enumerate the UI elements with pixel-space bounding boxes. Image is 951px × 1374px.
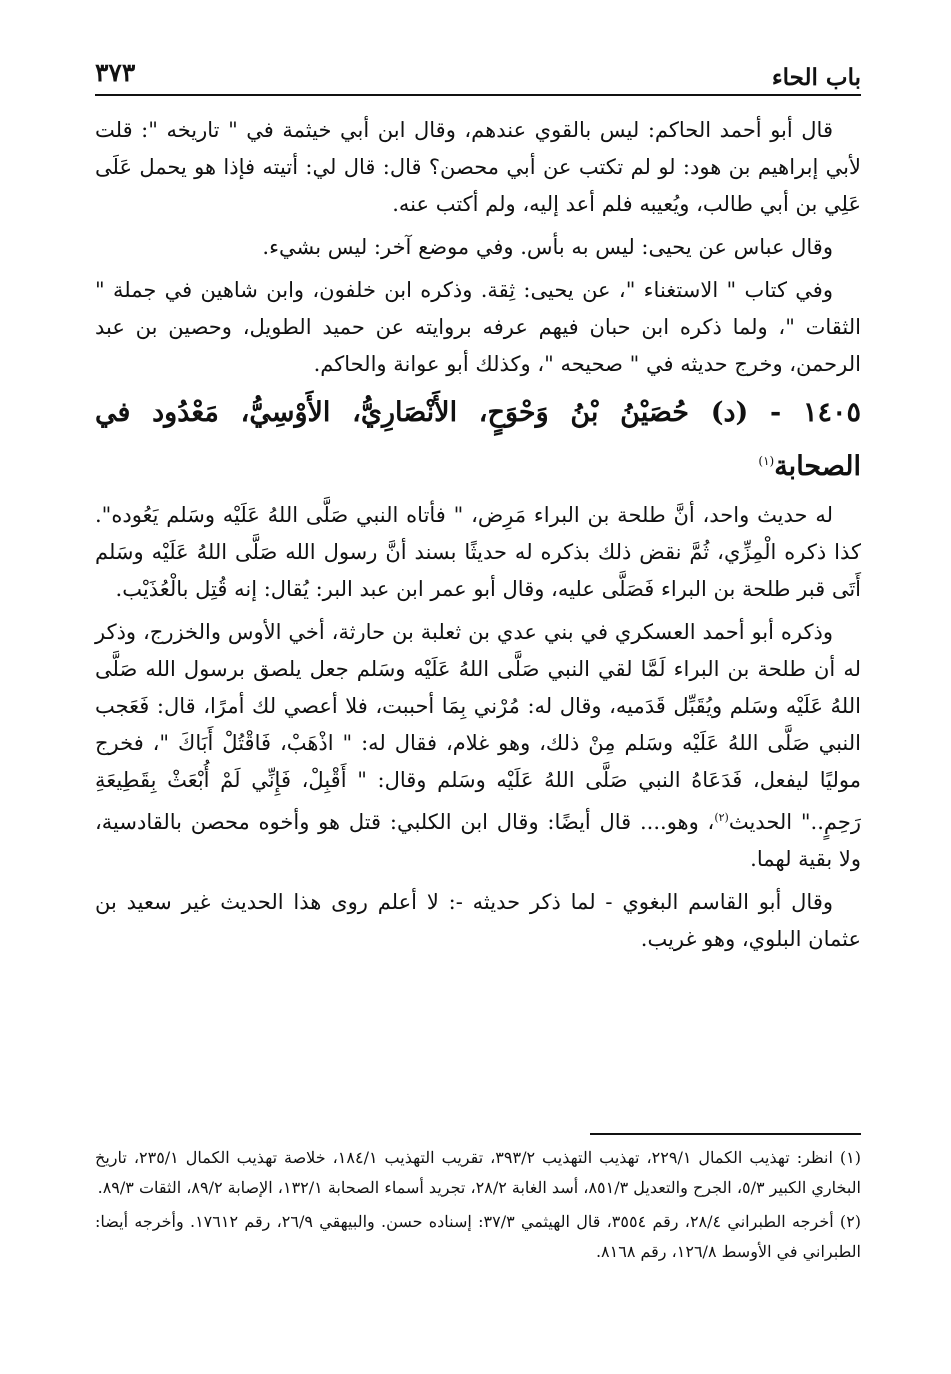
running-header — [95, 54, 861, 96]
footnote-divider — [590, 1133, 861, 1135]
main-text — [95, 112, 861, 964]
paragraph-text: وذكره أبو أحمد العسكري في بني عدي بن ثعلبة بن حارثة، أخي الأوس والخزرج، وذكر له أن طلحة بن البراء لَمَّا لقي النبي صَلَّى اللهُ عَلَيْه وسَلم جعل يلصق برسول الله صَلَّى اللهُ عَلَيْه وسَلم ويُقَبِّل قَدَميه، وقال له: مُرْني بِمَا أحببت، فلا أعصي لك أمرًا، قال: فَعَجب النبي صَلَّى اللهُ عَلَيْه وسَلم مِنْ ذلك، وهو غلام، فقال له: " اذْهَبْ، فَاقْتُلْ أَبَاكَ "، فخرج موليًا ليفعل، فَدَعَاهُ النبي صَلَّى اللهُ عَلَيْه وسَلم وقال: " أَقْبِلْ، فَإِنِّي لَمْ أُبْعَثْ بِقَطِيعَةِ رَحِمٍ.." الحديث — [95, 620, 861, 834]
paragraph: له حديث واحد، أنَّ طلحة بن البراء مَرِض، " فأتاه النبي صَلَّى اللهُ عَلَيْه وسَلم يَعُوده". كذا ذكره الْمِزِّي، ثُمَّ نقض ذلك بذكره له حديثًا بسند أنَّ رسول الله صَلَّى اللهُ عَلَيْه وسَلم أَتَى قبر طلحة بن البراء فَصَلَّى عليه، وقال أبو عمر ابن عبد البر: يُقال: إنه قُتِل بالْعُذَيْب. — [95, 503, 861, 601]
footnote-marker: (٢) — [714, 811, 729, 824]
paragraph — [95, 614, 861, 878]
footnote: (١) انظر: تهذيب الكمال ٢٢٩/١، تهذيب التهذيب ٣٩٣/٢، تقريب التهذيب ١٨٤/١، خلاصة تهذيب الكمال ٢٣٥/١، تاريخ البخاري الكبير ٥/٣، الجرح والتعديل ٨٥١/٣، أسد الغابة ٢٨/٢، تجريد أسماء الصحابة ١٣٢/١، الإصابة ٨٩/٢، الثقات ٨٩/٣. — [95, 1148, 862, 1197]
entry-heading — [95, 389, 861, 491]
entry-heading-text: ١٤٠٥ - (د) حُصَيْنُ بْنُ وَحْوَحٍ، الأَنْصَارِيُّ، الأَوْسِيُّ، مَعْدُود في الصحابة — [95, 397, 861, 482]
footnote-marker: (١) — [758, 454, 775, 468]
page-number: ٣٧٣ — [95, 58, 136, 87]
chapter-title: باب الحاء — [771, 64, 861, 91]
paragraph: وقال أبو القاسم البغوي - لما ذكر حديثه -: لا أعلم روى هذا الحديث غير سعيد بن عثمان البلوي، وهو غريب. — [95, 890, 861, 951]
footnotes — [95, 1143, 861, 1271]
paragraph: وفي كتاب " الاستغناء "، عن يحيى: ثِقة. وذكره ابن خلفون، وابن شاهين في جملة " الثقات "، ولما ذكره ابن حبان فيهم عرفه بروايته عن حميد الطويل، وحصين بن عبد الرحمن، وخرج حديثه في " صحيحه "، وكذلك أبو عوانة والحاكم. — [95, 278, 861, 376]
footnote: (٢) أخرجه الطبراني ٢٨/٤، رقم ٣٥٥٤، قال الهيثمي ٣٧/٣: إسناده حسن. والبيهقي ٢٦/٩، رقم ١٧٦١٢. وأخرجه أيضا: الطبراني في الأوسط ١٢٦/٨، رقم ٨١٦٨. — [95, 1212, 862, 1261]
paragraph: قال أبو أحمد الحاكم: ليس بالقوي عندهم، وقال ابن أبي خيثمة في " تاريخه ": قلت لأبي إبراهيم بن هود: لو لم تكتب عن أبي محصن؟ قال: قال لي: أتيته فإذا هو يحمل عَلَى عَلِي بن أبي طالب، ويُعيبه فلم أعد إليه، ولم أكتب عنه. — [95, 118, 861, 216]
paragraph: وقال عباس عن يحيى: ليس به بأس. وفي موضع آخر: ليس بشيء. — [262, 235, 833, 259]
paragraph-text: ، وهو.... قال أيضًا: وقال ابن الكلبي: قتل هو وأخوه محصن بالقادسية، ولا بقية لهما. — [95, 810, 861, 871]
